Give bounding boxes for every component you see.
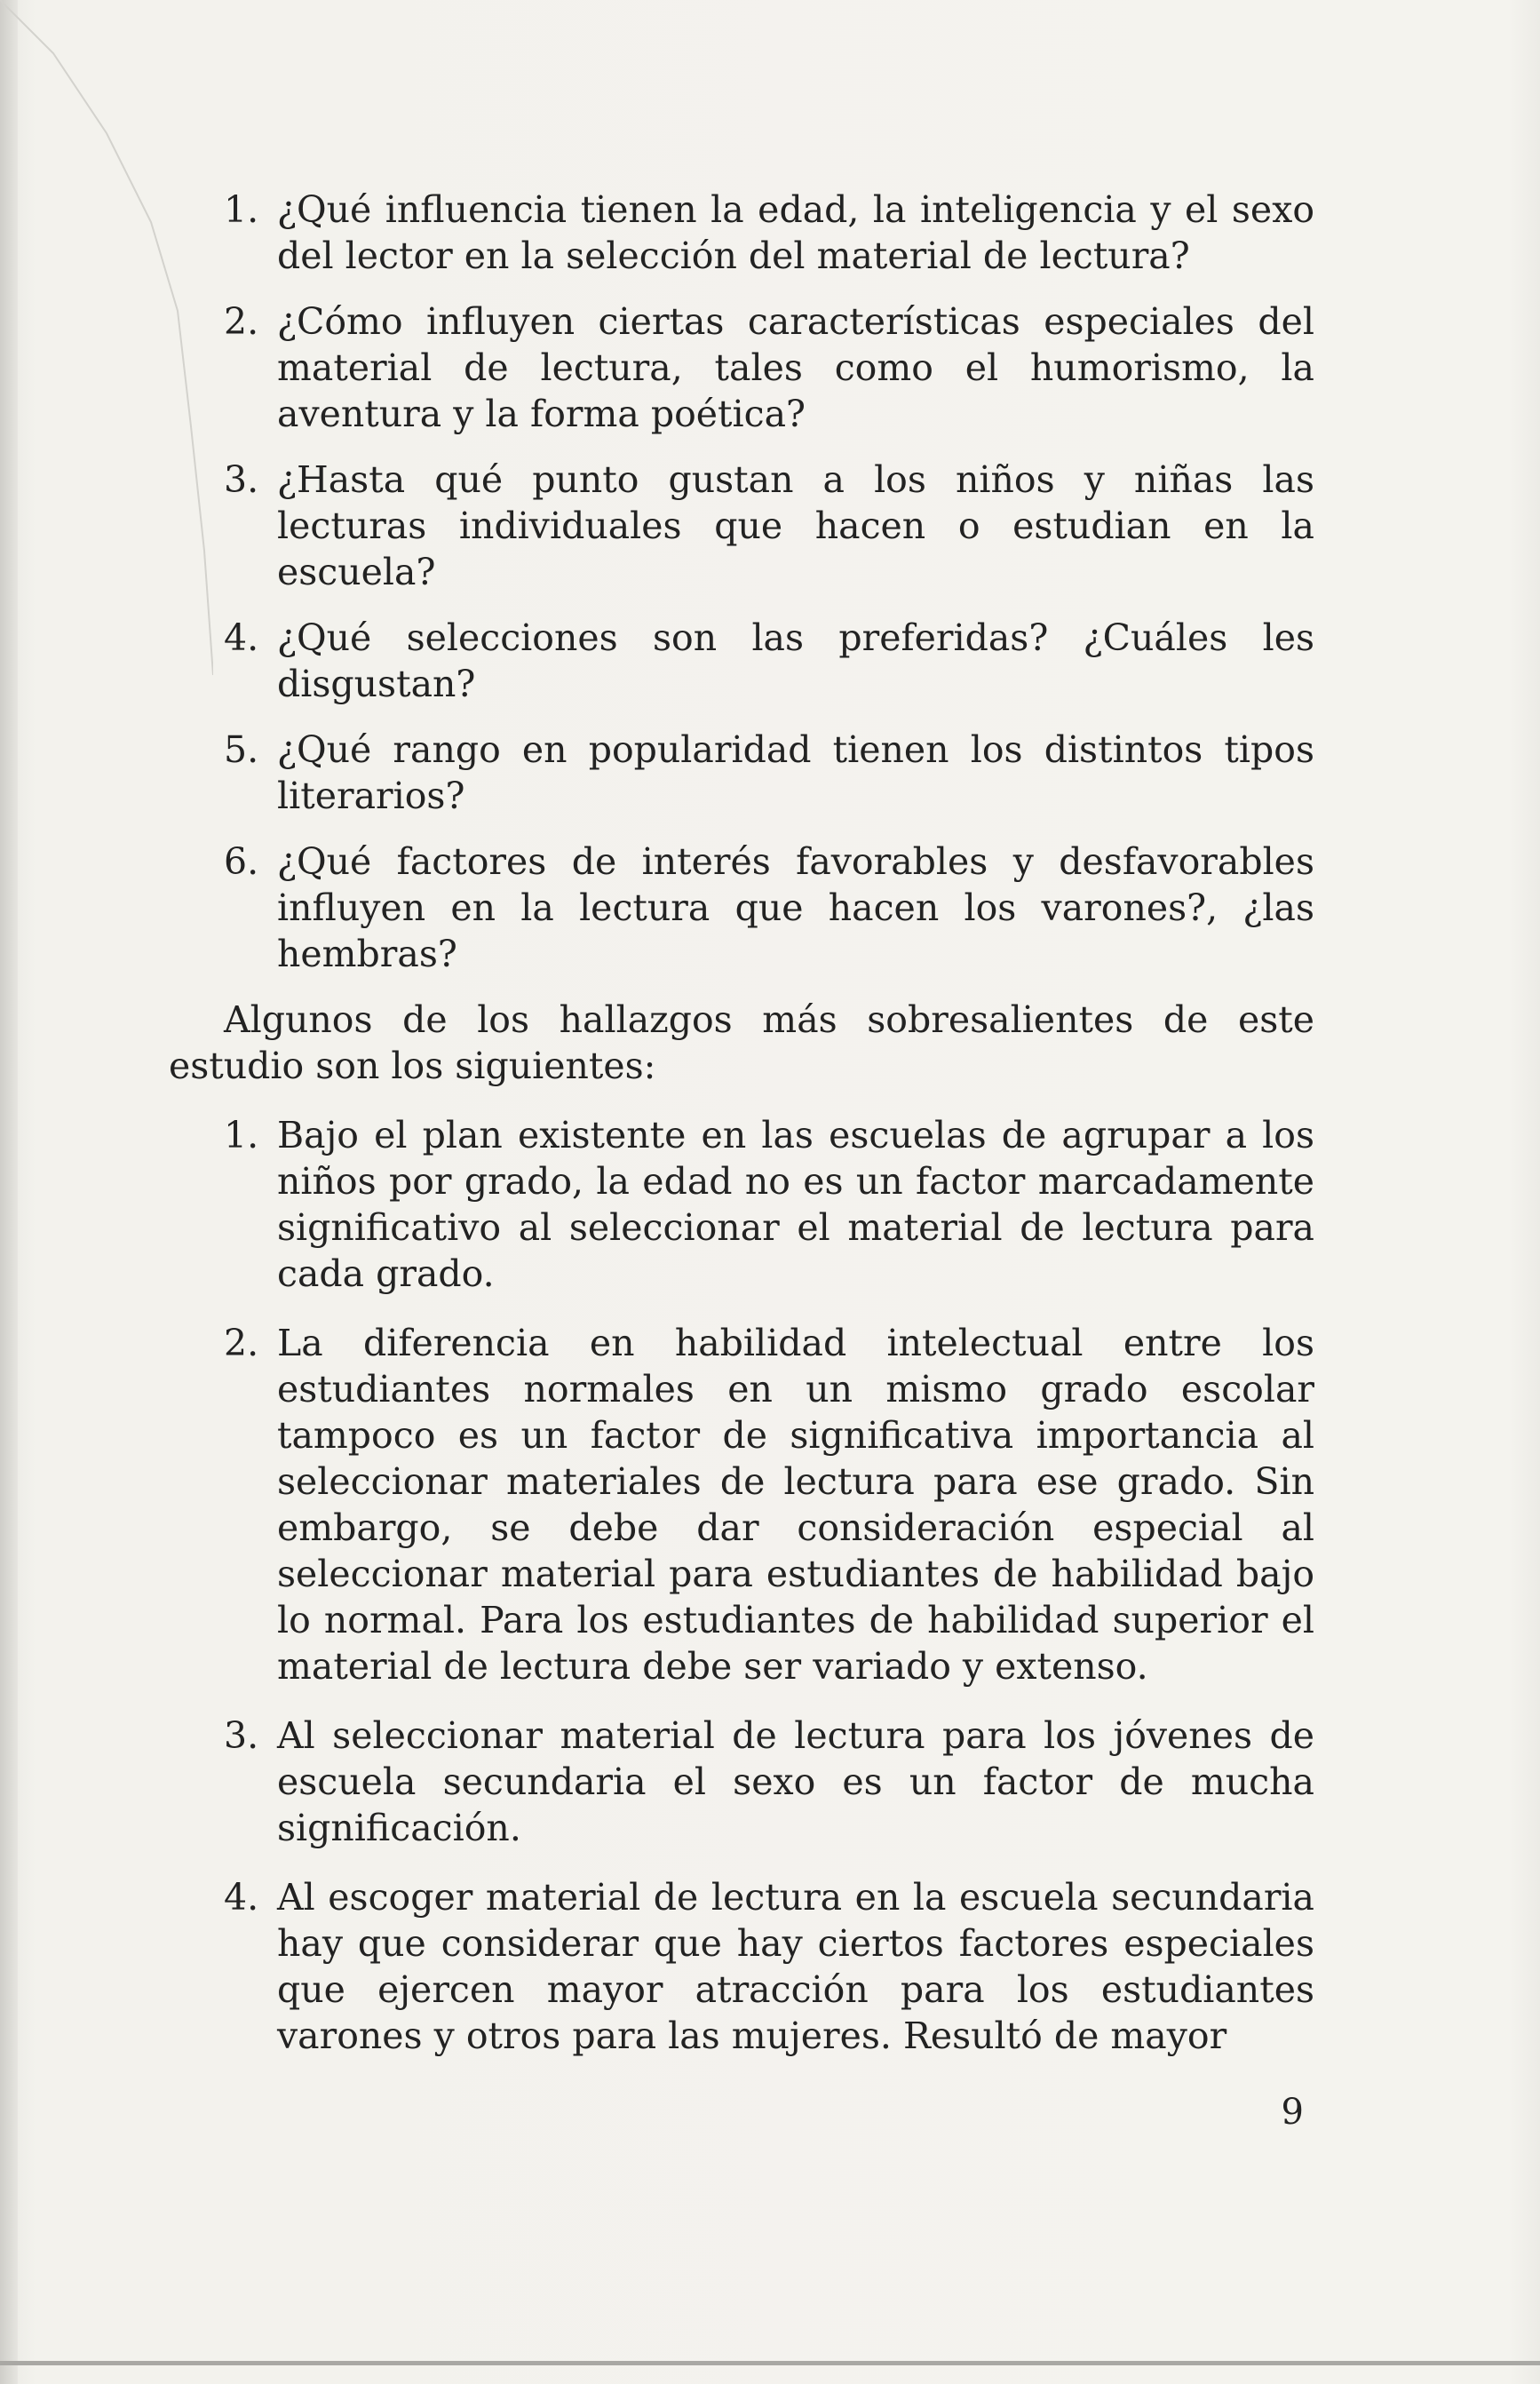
finding-1	[224, 1112, 1314, 1297]
question-6	[224, 838, 1314, 977]
findings-intro: Algunos de los hallazgos más sobresalientes de este estudio son los siguientes:	[169, 998, 1314, 1087]
finding-number: 4.	[224, 1876, 259, 1919]
finding-2	[224, 1320, 1314, 1689]
question-number: 4.	[224, 616, 259, 659]
question-5	[224, 727, 1314, 819]
question-1	[224, 187, 1314, 279]
finding-number: 1.	[224, 1114, 259, 1156]
bottom-edge-line	[0, 2361, 1540, 2365]
question-text: ¿Qué factores de interés favorables y desfavorables influyen en la lectura que hacen los varones?, ¿las hembras?	[277, 840, 1314, 975]
question-number: 5.	[224, 728, 259, 771]
question-4	[224, 615, 1314, 707]
question-number: 2.	[224, 300, 259, 343]
findings-list	[224, 1112, 1314, 2059]
finding-3	[224, 1713, 1314, 1851]
question-number: 6.	[224, 840, 259, 883]
page-text	[169, 187, 1314, 2082]
finding-4	[224, 1874, 1314, 2059]
question-text: ¿Hasta qué punto gustan a los niños y niñas las lecturas individuales que hacen o estudian en la escuela?	[277, 458, 1314, 593]
question-text: ¿Qué influencia tienen la edad, la inteligencia y el sexo del lector en la selección del material de lectura?	[277, 188, 1314, 277]
page-number: 9	[1281, 2092, 1304, 2133]
question-number: 1.	[224, 188, 259, 231]
question-number: 3.	[224, 458, 259, 501]
question-text: ¿Qué selecciones son las preferidas? ¿Cuáles les disgustan?	[277, 616, 1314, 705]
finding-text: La diferencia en habilidad intelectual entre los estudiantes normales en un mismo grado escolar tampoco es un factor de significativa importancia al seleccionar materiales de lectura para ese grado. Sin embargo, se debe dar consideración especial al seleccionar material para estudiantes de habilidad bajo lo normal. Para los estudiantes de habilidad superior el material de lectura debe ser variado y extenso.	[277, 1322, 1314, 1688]
finding-text: Al escoger material de lectura en la escuela secundaria hay que considerar que hay ciertos factores especiales que ejercen mayor atracción para los estudiantes varones y otros para las mujeres. Resultó de mayor	[277, 1876, 1314, 2057]
question-text: ¿Cómo influyen ciertas características especiales del material de lectura, tales como el humorismo, la aventura y la forma poética?	[277, 300, 1314, 435]
finding-text: Bajo el plan existente en las escuelas de agrupar a los niños por grado, la edad no es un factor marcadamente significativo al seleccionar el material de lectura para cada grado.	[277, 1114, 1314, 1295]
finding-text: Al seleccionar material de lectura para los jóvenes de escuela secundaria el sexo es un factor de mucha significación.	[277, 1714, 1314, 1849]
finding-number: 3.	[224, 1714, 259, 1757]
finding-number: 2.	[224, 1322, 259, 1364]
questions-list	[224, 187, 1314, 977]
question-2	[224, 298, 1314, 437]
question-text: ¿Qué rango en popularidad tienen los distintos tipos literarios?	[277, 728, 1314, 817]
question-3	[224, 457, 1314, 595]
